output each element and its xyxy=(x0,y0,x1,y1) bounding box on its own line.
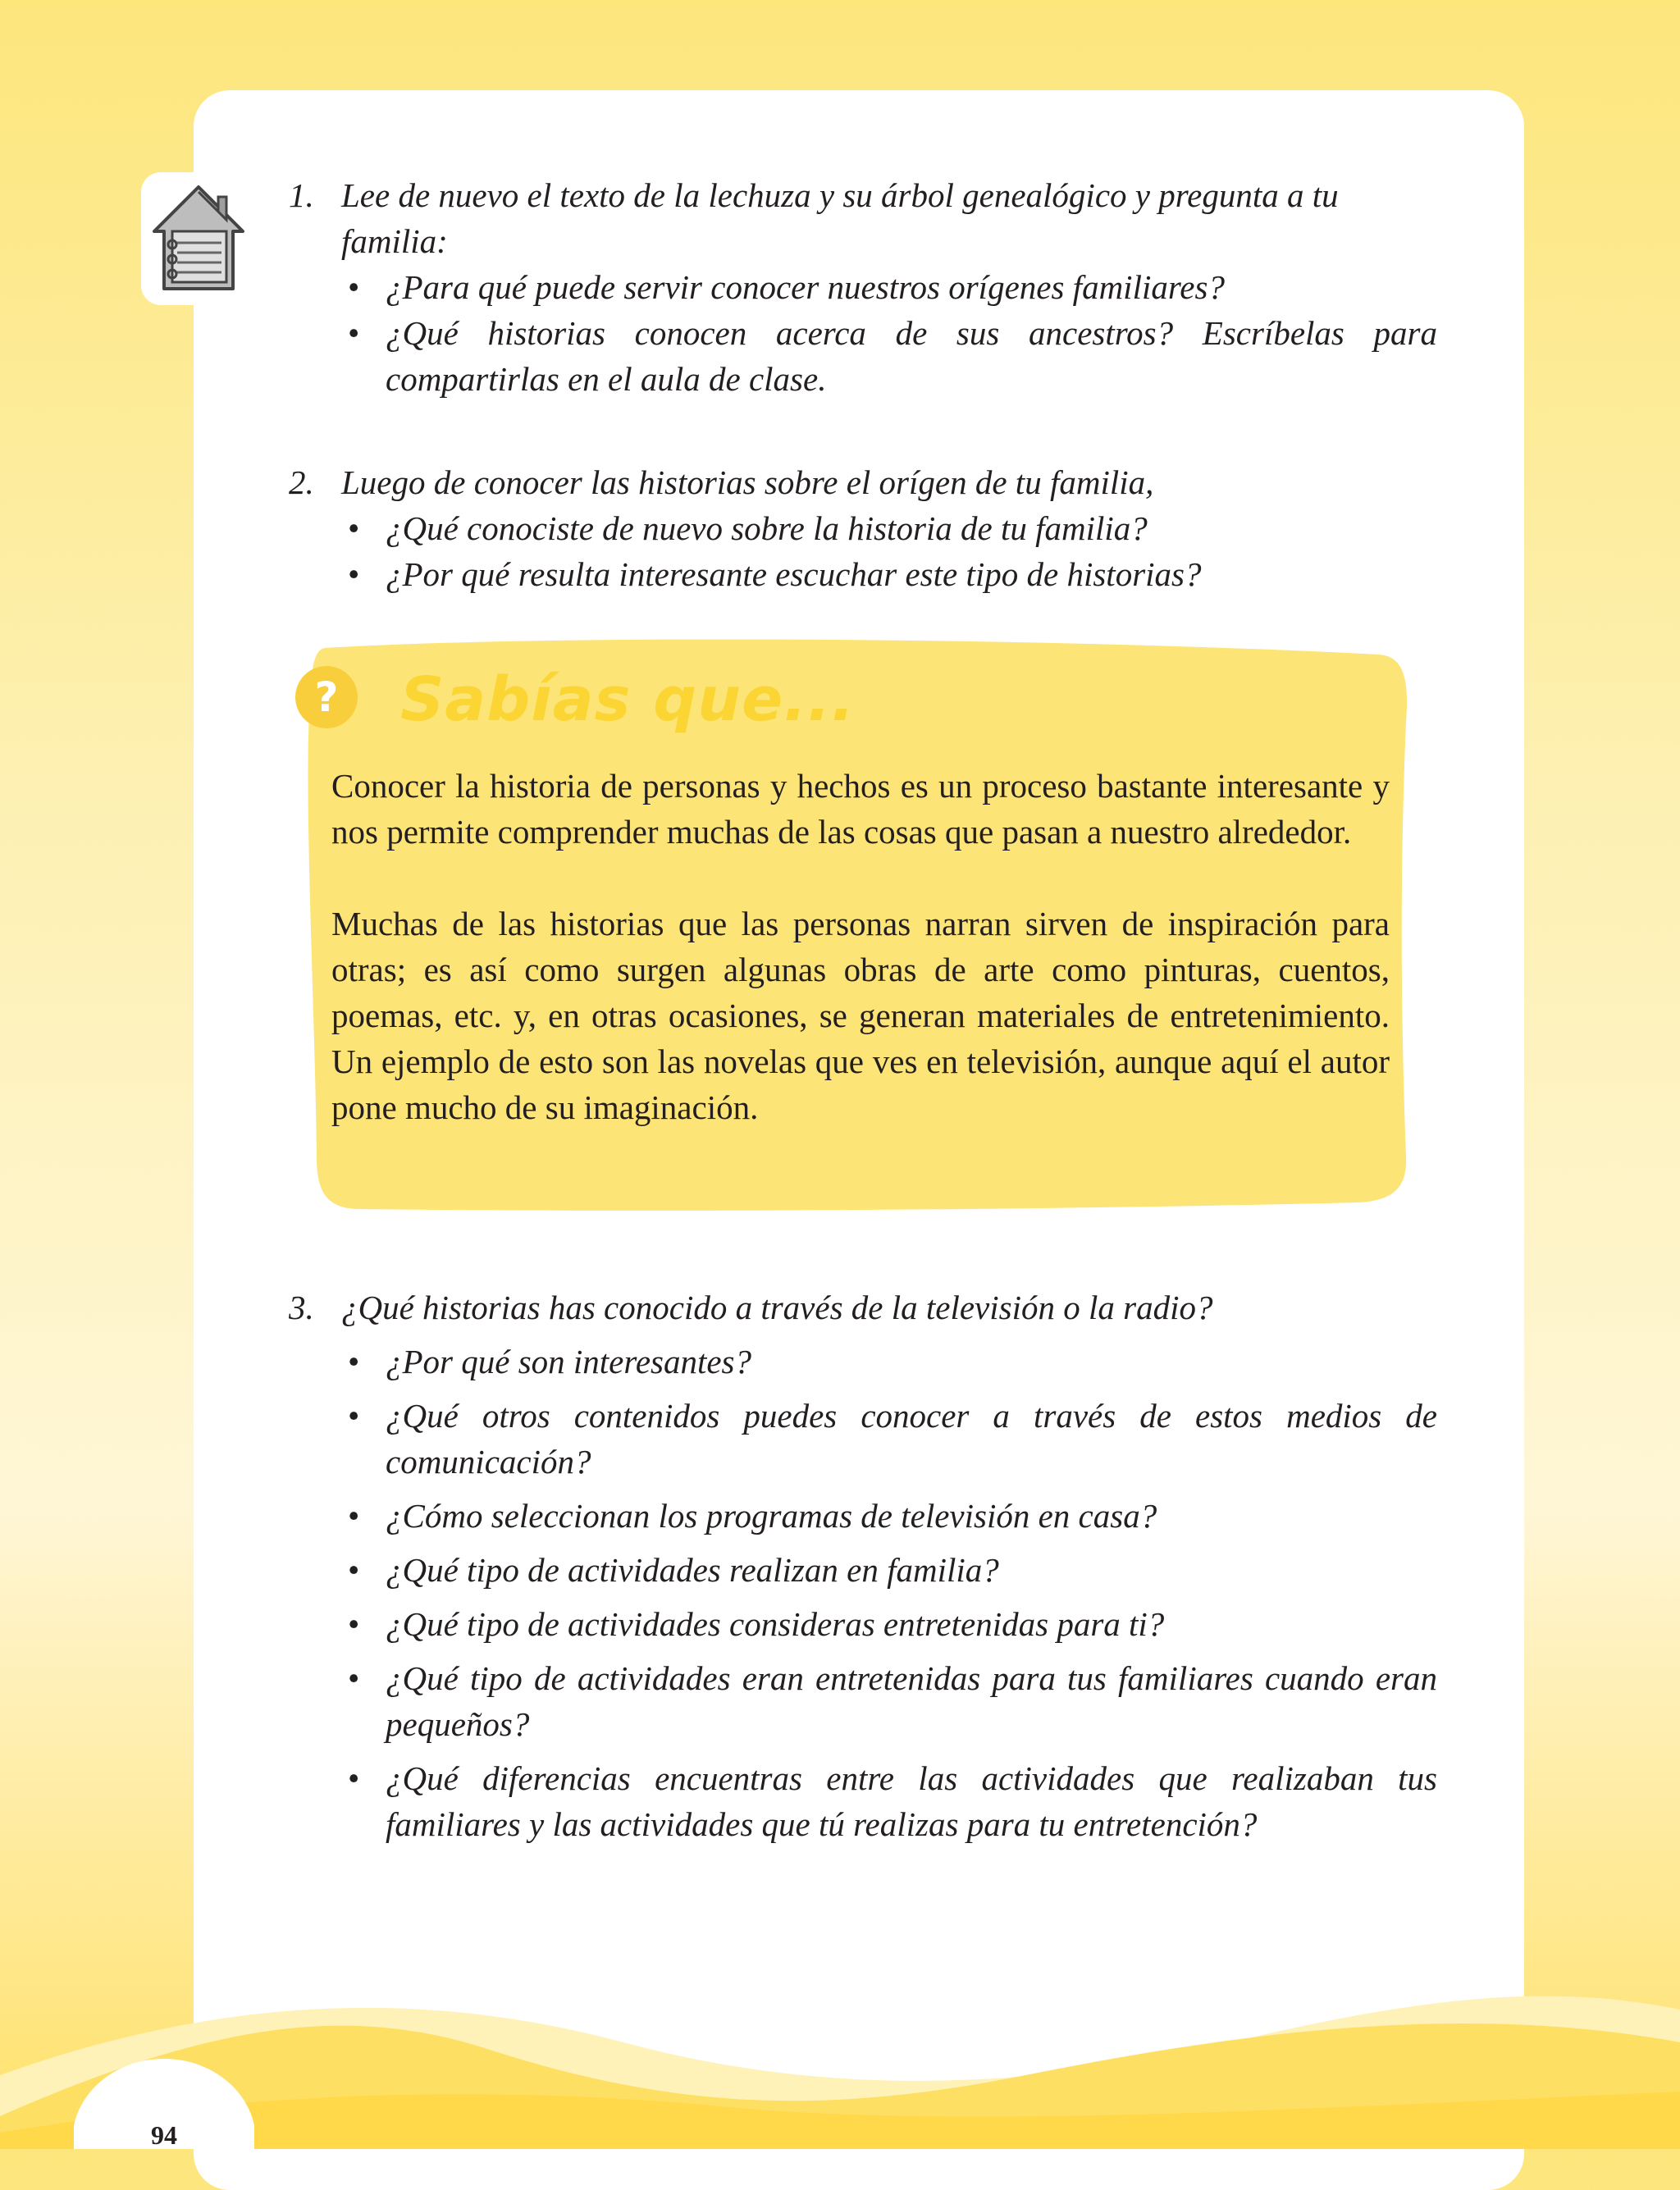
page-number: 94 xyxy=(151,2120,177,2150)
house-icon xyxy=(148,180,249,295)
question-number: 1. xyxy=(289,176,314,214)
list-item: • ¿Para qué puede servir conocer nuestros orígenes familiares? xyxy=(341,264,1437,310)
list-item: • ¿Qué tipo de actividades consideras entretenidas para ti? xyxy=(341,1601,1437,1647)
list-item: • ¿Qué tipo de actividades realizan en familia? xyxy=(341,1547,1437,1593)
list-item: • ¿Por qué resulta interesante escuchar este tipo de historias? xyxy=(341,551,1437,597)
list-item: • ¿Qué otros contenidos puedes conocer a través de estos medios de comunicación? xyxy=(341,1393,1437,1485)
sabias-que-body xyxy=(331,763,1390,1130)
home-activity-tab xyxy=(141,172,256,305)
question-2 xyxy=(289,459,1437,597)
question-number: 2. xyxy=(289,463,314,501)
question-mark-icon: ? xyxy=(295,666,358,728)
list-item: • ¿Qué diferencias encuentras entre las actividades que realizaban tus familiares y las actividades que tú realizas para tu entretención? xyxy=(341,1755,1437,1847)
list-item: • ¿Qué historias conocen acerca de sus ancestros? Escríbelas para compartirlas en el aula de clase. xyxy=(341,310,1437,402)
list-item: • ¿Por qué son interesantes? xyxy=(341,1339,1437,1385)
question-bullets xyxy=(341,264,1437,402)
list-item: • ¿Cómo seleccionan los programas de televisión en casa? xyxy=(341,1493,1437,1539)
question-text: Lee de nuevo el texto de la lechuza y su árbol genealógico y pregunta a tu familia: xyxy=(341,176,1339,260)
question-bullets xyxy=(341,505,1437,597)
list-item: • ¿Qué conociste de nuevo sobre la historia de tu familia? xyxy=(341,505,1437,551)
question-3 xyxy=(289,1284,1437,1847)
question-bullets xyxy=(341,1339,1437,1847)
sabias-que-paragraph: Muchas de las historias que las personas narran sirven de inspiración para otras; es así como surgen algunas obras de arte como pinturas, cuentos, poemas, etc. y, en otras ocasiones, se generan materiales de entretenimiento. Un ejemplo de esto son las novelas que ves en televisión, aunque aquí el autor pone mucho de su imaginación. xyxy=(331,905,1390,1126)
question-text: Luego de conocer las historias sobre el orígen de tu familia, xyxy=(341,463,1154,501)
sabias-que-paragraph: Conocer la historia de personas y hechos es un proceso bastante interesante y nos permite comprender muchas de las cosas que pasan a nuestro alrededor. xyxy=(331,767,1390,851)
list-item: • ¿Qué tipo de actividades eran entretenidas para tus familiares cuando eran pequeños? xyxy=(341,1655,1437,1747)
question-number: 3. xyxy=(289,1289,314,1326)
question-1 xyxy=(289,172,1437,402)
question-text: ¿Qué historias has conocido a través de la televisión o la radio? xyxy=(341,1289,1213,1326)
sabias-que-title: Sabías que... xyxy=(400,664,856,735)
